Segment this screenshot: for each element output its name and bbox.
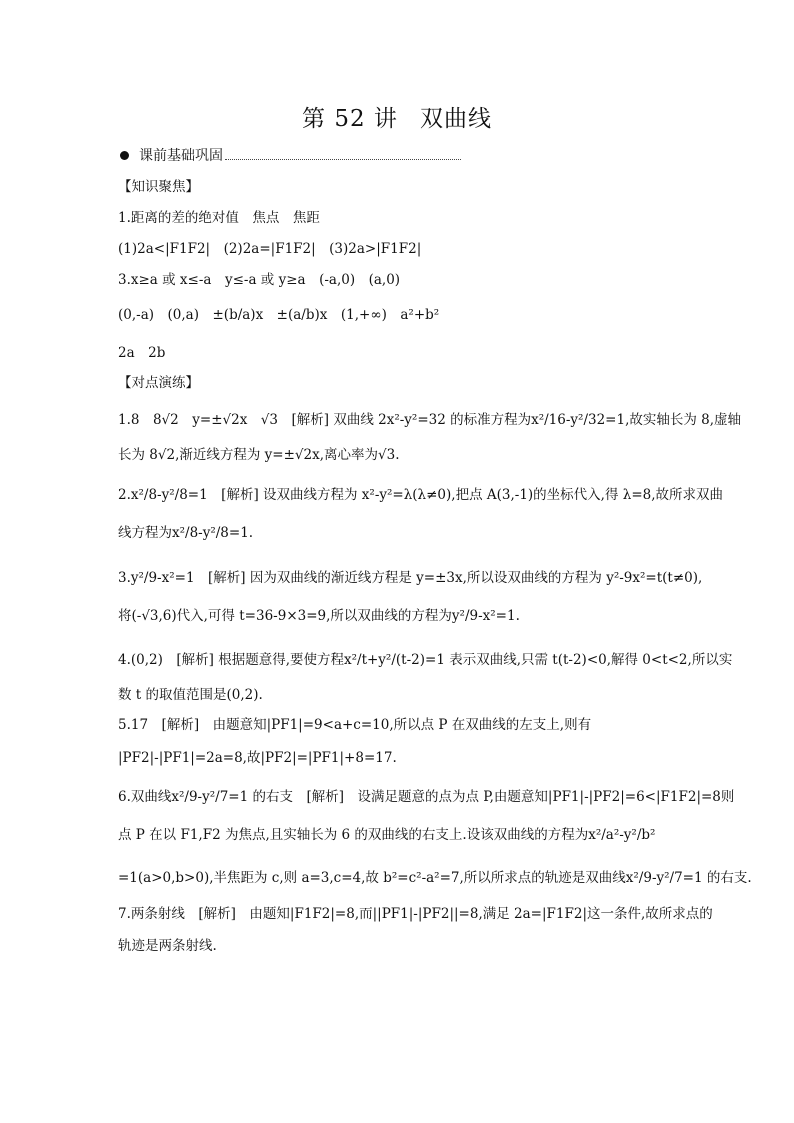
title-lecture-number: 第 52 讲 — [302, 106, 398, 132]
answer-5-line-b: |PF2|-|PF1|=2a=8,故|PF2|=|PF1|+8=17. — [118, 750, 397, 766]
answer-3-line-a: 3.y²/9-x²=1 [解析] 因为双曲线的渐近线方程是 y=±3x,所以设双曲线的方程为 y²-9x²=t(t≠0), — [118, 570, 703, 586]
answer-4-line-b: 数 t 的取值范围是(0,2). — [118, 687, 263, 703]
answer-4-line-a: 4.(0,2) [解析] 根据题意得,要使方程x²/t+y²/(t-2)=1 表示双曲线,只需 t(t-2)<0,解得 0<t<2,所以实 — [118, 652, 733, 668]
answer-2-line-a: 2.x²/8-y²/8=1 [解析] 设双曲线方程为 x²-y²=λ(λ≠0),把点 A(3,-1)的坐标代入,得 λ=8,故所求双曲 — [118, 487, 724, 503]
answer-1-line-a: 1.8 8√2 y=±√2x √3 [解析] 双曲线 2x²-y²=32 的标准方程为x²/16-y²/32=1,故实轴长为 8,虚轴 — [118, 412, 742, 428]
knowledge-line-1: 1.距离的差的绝对值 焦点 焦距 — [118, 210, 320, 226]
heading-practice: 【对点演练】 — [118, 375, 199, 391]
answer-2-line-b: 线方程为x²/8-y²/8=1. — [118, 525, 254, 541]
knowledge-line-3: 3.x≥a 或 x≤-a y≤-a 或 y≥a (-a,0) (a,0) — [118, 272, 401, 288]
knowledge-line-4: (0,-a) (0,a) ±(b/a)x ±(a/b)x (1,+∞) a²+b² — [118, 307, 440, 323]
section-label: 课前基础巩固 — [139, 148, 223, 164]
knowledge-line-5: 2a 2b — [118, 345, 166, 361]
section-header — [120, 145, 461, 165]
bullet-icon — [120, 151, 129, 160]
answer-5-line-a: 5.17 [解析] 由题意知|PF1|=9<a+c=10,所以点 P 在双曲线的左支上,则有 — [118, 717, 592, 733]
answer-7-line-b: 轨迹是两条射线. — [118, 938, 217, 954]
answer-6-line-b: 点 P 在以 F1,F2 为焦点,且实轴长为 6 的双曲线的右支上.设该双曲线的方程为x²/a²-y²/b² — [118, 827, 656, 843]
answer-6-line-c: =1(a>0,b>0),半焦距为 c,则 a=3,c=4,故 b²=c²-a²=7,所以所求点的轨迹是双曲线x²/9-y²/7=1 的右支. — [118, 870, 752, 886]
answer-6-line-a: 6.双曲线x²/9-y²/7=1 的右支 [解析] 设满足题意的点为点 P,由题意知|PF1|-|PF2|=6<|F1F2|=8则 — [118, 789, 735, 805]
title-topic: 双曲线 — [419, 106, 492, 132]
heading-knowledge: 【知识聚焦】 — [118, 179, 199, 195]
answer-1-line-b: 长为 8√2,渐近线方程为 y=±√2x,离心率为√3. — [118, 447, 400, 463]
page-title — [0, 100, 794, 133]
answer-3-line-b: 将(-√3,6)代入,可得 t=36-9×3=9,所以双曲线的方程为y²/9-x²=1. — [118, 608, 520, 624]
dotted-leader — [225, 151, 461, 160]
knowledge-line-2: (1)2a<|F1F2| (2)2a=|F1F2| (3)2a>|F1F2| — [118, 241, 422, 257]
answer-7-line-a: 7.两条射线 [解析] 由题知|F1F2|=8,而||PF1|-|PF2||=8,满足 2a=|F1F2|这一条件,故所求点的 — [118, 906, 713, 922]
